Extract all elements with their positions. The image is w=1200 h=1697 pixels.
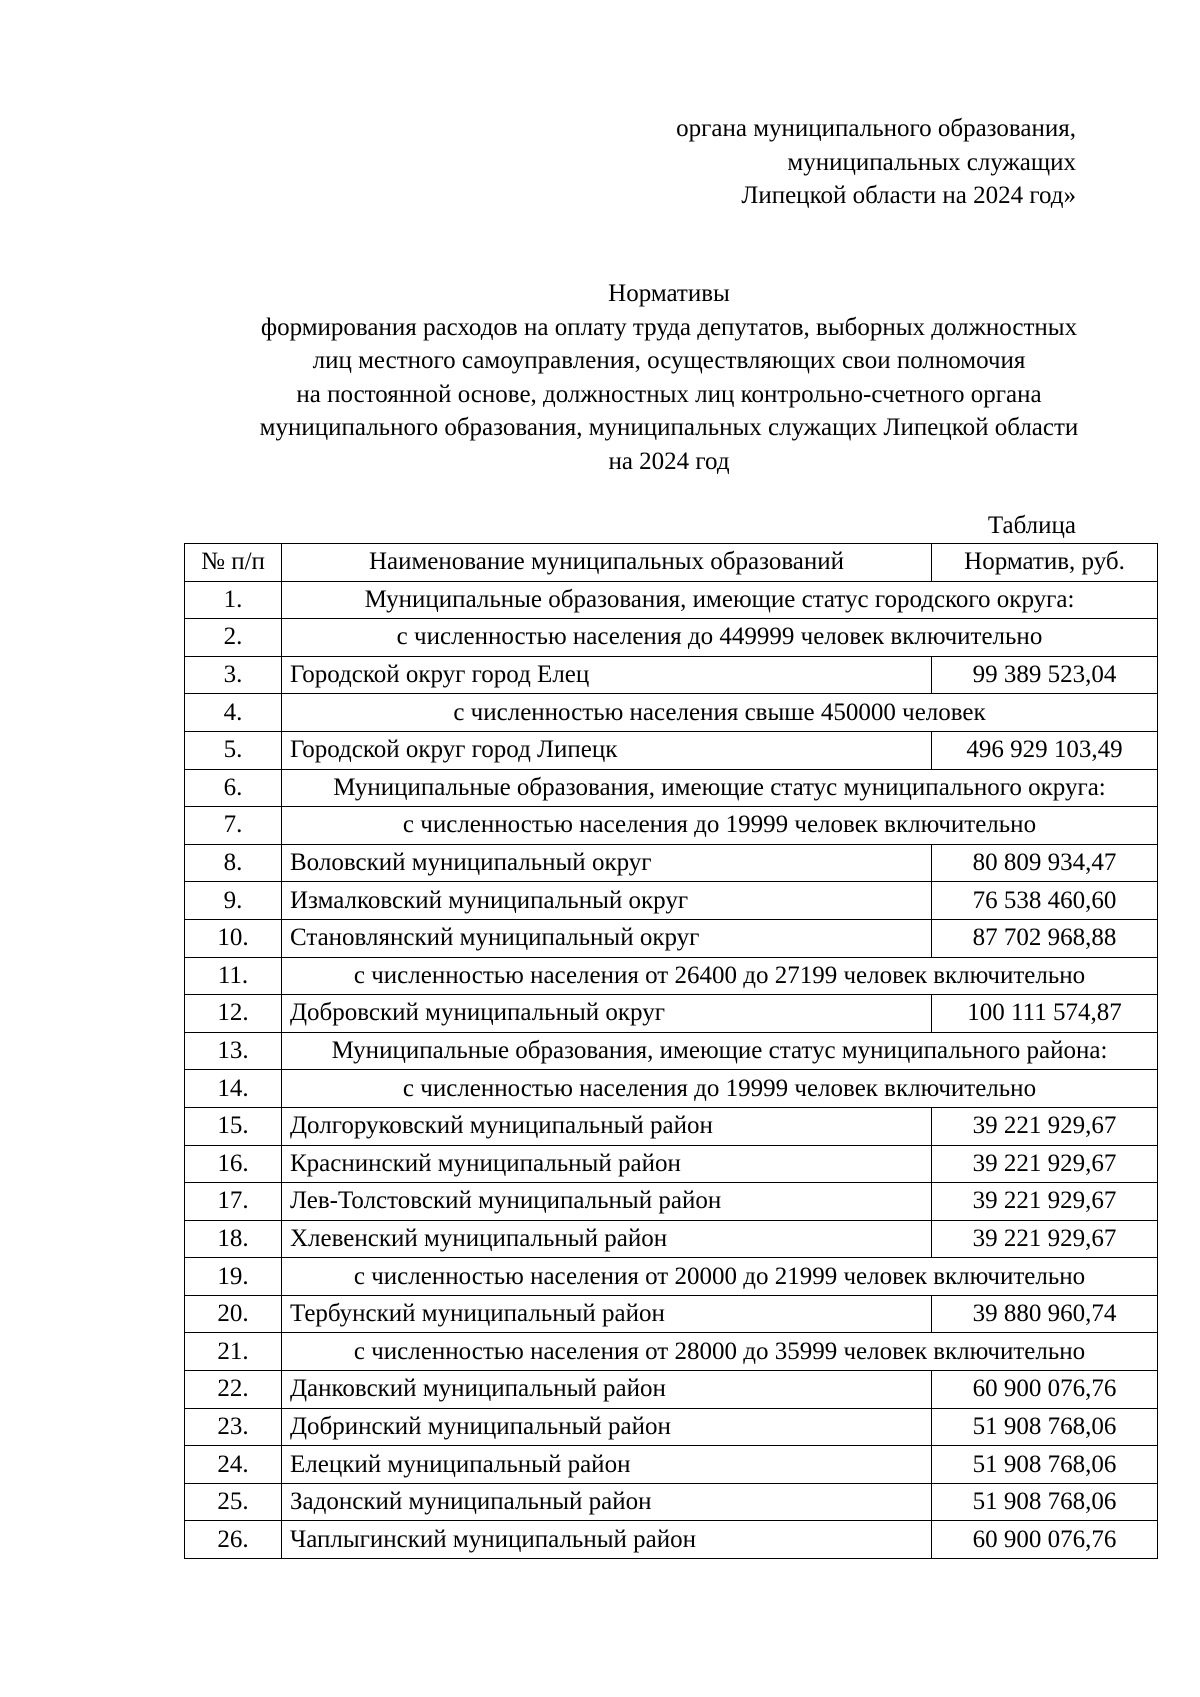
row-number: 8. [185, 844, 282, 882]
title-heading: Нормативы [608, 280, 730, 307]
row-number: 15. [185, 1107, 282, 1145]
norm-value: 87 702 968,88 [932, 919, 1158, 957]
section-label: с численностью населения от 28000 до 35999 человек включительно [282, 1333, 1158, 1371]
table-section-row [185, 1333, 1158, 1371]
table-row [185, 1145, 1158, 1183]
municipality-name: Добринский муниципальный район [282, 1408, 932, 1446]
table-body [185, 581, 1158, 1558]
table-header-row [185, 544, 1158, 582]
municipality-name: Городской округ город Липецк [282, 731, 932, 769]
municipality-name: Становлянский муниципальный округ [282, 919, 932, 957]
title-line: на 2024 год [608, 447, 730, 475]
table-row [185, 1521, 1158, 1559]
section-label: с численностью населения до 19999 человек включительно [282, 1070, 1158, 1108]
row-number: 9. [185, 882, 282, 920]
section-label: с численностью населения до 449999 человек включительно [282, 619, 1158, 657]
norm-value: 51 908 768,06 [932, 1408, 1158, 1446]
table-row [185, 1295, 1158, 1333]
norm-value: 39 221 929,67 [932, 1145, 1158, 1183]
row-number: 14. [185, 1070, 282, 1108]
table-section-row [185, 619, 1158, 657]
section-label: Муниципальные образования, имеющие статус муниципального района: [282, 1032, 1158, 1070]
norm-value: 60 900 076,76 [932, 1371, 1158, 1409]
norm-value: 51 908 768,06 [932, 1446, 1158, 1484]
table-section-row [185, 581, 1158, 619]
norm-value: 39 880 960,74 [932, 1295, 1158, 1333]
norm-value: 496 929 103,49 [932, 731, 1158, 769]
header-value: Норматив, руб. [932, 544, 1158, 582]
header-name: Наименование муниципальных образований [282, 544, 932, 582]
row-number: 4. [185, 694, 282, 732]
table-section-row [185, 957, 1158, 995]
row-number: 2. [185, 619, 282, 657]
row-number: 5. [185, 731, 282, 769]
table-row [185, 656, 1158, 694]
norm-value: 39 221 929,67 [932, 1183, 1158, 1221]
municipality-name: Чаплыгинский муниципальный район [282, 1521, 932, 1559]
row-number: 10. [185, 919, 282, 957]
norm-value: 76 538 460,60 [932, 882, 1158, 920]
document-header [676, 112, 1076, 213]
row-number: 13. [185, 1032, 282, 1070]
table-row [185, 1220, 1158, 1258]
municipality-name: Елецкий муниципальный район [282, 1446, 932, 1484]
row-number: 12. [185, 995, 282, 1033]
table-row [185, 1483, 1158, 1521]
row-number: 26. [185, 1521, 282, 1559]
title-line: на постоянной основе, должностных лиц контрольно-счетного органа [296, 380, 1042, 408]
section-label: Муниципальные образования, имеющие статус муниципального округа: [282, 769, 1158, 807]
table-row [185, 1446, 1158, 1484]
municipality-name: Тербунский муниципальный район [282, 1295, 932, 1333]
section-label: с численностью населения до 19999 человек включительно [282, 807, 1158, 845]
section-label: с численностью населения от 20000 до 21999 человек включительно [282, 1258, 1158, 1296]
municipality-name: Долгоруковский муниципальный район [282, 1107, 932, 1145]
section-label: с численностью населения от 26400 до 27199 человек включительно [282, 957, 1158, 995]
norm-value: 51 908 768,06 [932, 1483, 1158, 1521]
table-row [185, 1183, 1158, 1221]
norm-value: 39 221 929,67 [932, 1220, 1158, 1258]
norm-value: 60 900 076,76 [932, 1521, 1158, 1559]
table-row [185, 995, 1158, 1033]
title-line: формирования расходов на оплату труда депутатов, выборных должностных [260, 313, 1078, 341]
municipality-name: Измалковский муниципальный округ [282, 882, 932, 920]
row-number: 18. [185, 1220, 282, 1258]
row-number: 16. [185, 1145, 282, 1183]
table-row [185, 1408, 1158, 1446]
table-section-row [185, 769, 1158, 807]
row-number: 17. [185, 1183, 282, 1221]
table-row [185, 731, 1158, 769]
header-line: Липецкой области на 2024 год» [741, 182, 1076, 209]
municipality-name: Городской округ город Елец [282, 656, 932, 694]
row-number: 24. [185, 1446, 282, 1484]
municipality-name: Добровский муниципальный округ [282, 995, 932, 1033]
table-section-row [185, 807, 1158, 845]
municipality-name: Хлевенский муниципальный район [282, 1220, 932, 1258]
row-number: 11. [185, 957, 282, 995]
table-row [185, 844, 1158, 882]
municipality-name: Данковский муниципальный район [282, 1371, 932, 1409]
table-row [185, 1371, 1158, 1409]
table-caption: Таблица [987, 512, 1076, 539]
table-section-row [185, 1070, 1158, 1108]
norms-table [184, 543, 1158, 1559]
row-number: 19. [185, 1258, 282, 1296]
table-row [185, 1107, 1158, 1145]
municipality-name: Воловский муниципальный округ [282, 844, 932, 882]
row-number: 21. [185, 1333, 282, 1371]
title-line: лиц местного самоуправления, осуществляющих свои полномочия [312, 347, 1026, 374]
municipality-name: Краснинский муниципальный район [282, 1145, 932, 1183]
table-row [185, 882, 1158, 920]
header-line: органа муниципального образования, [676, 115, 1076, 142]
norm-value: 99 389 523,04 [932, 656, 1158, 694]
table-row [185, 919, 1158, 957]
municipality-name: Лев-Толстовский муниципальный район [282, 1183, 932, 1221]
table-section-row [185, 694, 1158, 732]
municipality-name: Задонский муниципальный район [282, 1483, 932, 1521]
norm-value: 80 809 934,47 [932, 844, 1158, 882]
row-number: 22. [185, 1371, 282, 1409]
title-line: муниципального образования, муниципальных служащих Липецкой области [259, 414, 1079, 441]
row-number: 20. [185, 1295, 282, 1333]
table-section-row [185, 1032, 1158, 1070]
row-number: 1. [185, 581, 282, 619]
row-number: 23. [185, 1408, 282, 1446]
section-label: Муниципальные образования, имеющие статус городского округа: [282, 581, 1158, 619]
row-number: 25. [185, 1483, 282, 1521]
header-num: № п/п [185, 544, 282, 582]
norm-value: 100 111 574,87 [932, 995, 1158, 1033]
header-line: муниципальных служащих [787, 148, 1076, 176]
row-number: 6. [185, 769, 282, 807]
table-section-row [185, 1258, 1158, 1296]
row-number: 7. [185, 807, 282, 845]
norm-value: 39 221 929,67 [932, 1107, 1158, 1145]
row-number: 3. [185, 656, 282, 694]
section-label: с численностью населения свыше 450000 человек [282, 694, 1158, 732]
